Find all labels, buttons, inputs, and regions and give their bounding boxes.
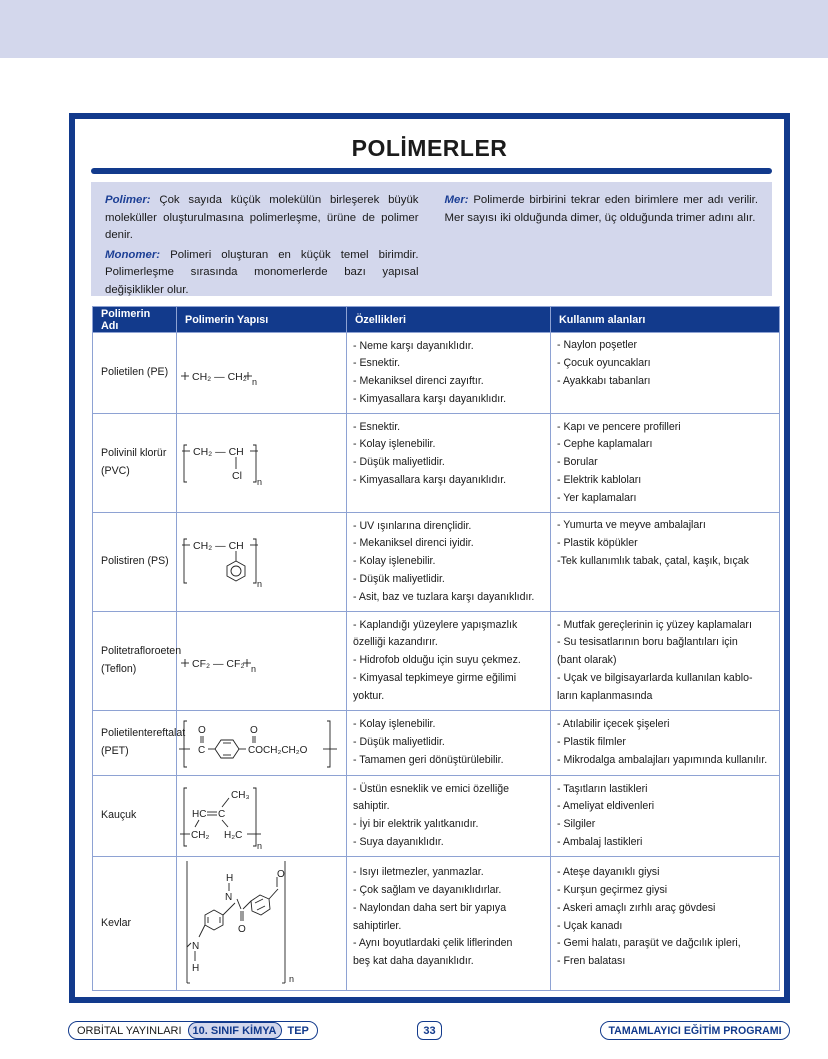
pe-formula: CH₂ — CH₂ — [192, 371, 247, 383]
list-item: - Kolay işlenebilir. — [353, 555, 436, 568]
list-item: - Kimyasallara karşı dayanıklıdır. — [353, 392, 507, 405]
list-item: - Düşük maliyetlidir. — [353, 736, 445, 749]
polymer-structure-ps — [177, 513, 347, 612]
list-item: - Askeri amaçlı zırhlı araç gövdesi — [557, 901, 716, 914]
polimer-definition — [105, 192, 419, 245]
list-item: - Naylondan daha sert bir yapıya — [353, 901, 507, 914]
monomer-definition — [105, 247, 419, 300]
subscript-n: n — [252, 377, 258, 387]
list-item: - Esnektir. — [353, 420, 401, 433]
list-item: - Hidrofob olduğu için suyu çekmez. — [353, 654, 521, 667]
list-item: sahiptirler. — [353, 919, 402, 932]
polymer-properties — [347, 711, 551, 776]
mer-definition — [445, 192, 759, 227]
header-name: Polimerin Adı — [93, 307, 177, 333]
list-item: - Mikrodalga ambalajları yapımında kullanılır. — [557, 753, 768, 766]
pet-carbon: C — [198, 745, 206, 756]
list-item: - Çok sağlam ve dayanıklıdırlar. — [353, 884, 502, 897]
polymer-name: Politetrafloroeten (Teflon) — [93, 612, 177, 711]
polymer-properties — [347, 612, 551, 711]
polymer-name: Kevlar — [93, 857, 177, 991]
kevlar-n: N — [225, 892, 233, 903]
title-rule — [91, 168, 772, 174]
list-item: ların kaplanmasında — [557, 689, 653, 702]
kaucuk-ch3: CH₃ — [231, 790, 250, 801]
list-item: beş kat daha dayanıklıdır. — [353, 954, 474, 967]
list-item: - Ayakkabı tabanları — [557, 374, 651, 387]
list-item: - Düşük maliyetlidir. — [353, 456, 445, 468]
kevlar-nh-n: N — [192, 941, 200, 952]
list-item: - Kimyasallara karşı dayanıklıdır. — [353, 473, 507, 486]
list-item: - Fren balatası — [557, 954, 626, 967]
polymer-structure-teflon — [177, 612, 347, 711]
list-item: yoktur. — [353, 689, 385, 702]
polymer-name: Polietilen (PE) — [93, 333, 177, 414]
list-item: - İyi bir elektrik yalıtkanıdır. — [353, 818, 479, 830]
list-item: - Elektrik kabloları — [557, 473, 642, 486]
pet-oxygen-1: O — [198, 725, 206, 736]
kaucuk-hc: HC — [192, 809, 207, 820]
page-title: POLİMERLER — [351, 135, 508, 161]
polymer-name: Polistiren (PS) — [93, 513, 177, 612]
list-item: - Yer kaplamaları — [557, 491, 637, 504]
kaucuk-ch2-left: CH₂ — [191, 830, 210, 841]
polymer-structure-kaucuk — [177, 776, 347, 857]
list-item: - Ambalaj lastikleri — [557, 835, 643, 848]
list-item: - UV ışınlarına dirençlidir. — [353, 519, 472, 532]
grade-label: 10. SINIF KİMYA — [188, 1022, 282, 1039]
polymer-structure-pet — [177, 711, 347, 776]
kevlar-oxygen-top: O — [277, 869, 285, 880]
list-item: - Kolay işlenebilir. — [353, 718, 436, 731]
table-row — [93, 612, 780, 711]
polymer-uses — [551, 612, 780, 711]
kevlar-nh-h: H — [192, 963, 200, 974]
list-item: -Tek kullanımlık tabak, çatal, kaşık, bıçak — [557, 554, 749, 567]
list-item: - Mutfak gereçlerinin iç yüzey kaplamaları — [557, 618, 752, 631]
table-row — [93, 711, 780, 776]
pvc-chlorine: Cl — [232, 470, 242, 482]
list-item: - Uçak kanadı — [557, 919, 623, 932]
page-footer — [0, 1021, 828, 1041]
teflon-formula: CF₂ — CF₂ — [192, 658, 245, 670]
polymer-properties — [347, 776, 551, 857]
list-item: özelliği kazandırır. — [353, 636, 438, 649]
polymer-uses — [551, 711, 780, 776]
list-item: - Mekaniksel direnci zayıftır. — [353, 375, 484, 387]
definitions-box — [91, 182, 772, 296]
list-item: - Gemi halatı, paraşüt ve dağcılık ipleri, — [557, 937, 741, 950]
list-item: - Atılabilir içecek şişeleri — [557, 718, 670, 731]
list-item: - Plastik filmler — [557, 736, 626, 749]
mer-text: Polimerde birbirini tekrar eden birimlere mer adı verilir. Mer sayısı iki olduğunda dimer, üç olduğunda trimer adını alır. — [444, 194, 758, 224]
list-item: - Düşük maliyetlidir. — [353, 572, 445, 585]
table-header-row — [93, 307, 780, 333]
polymer-structure-pvc — [177, 414, 347, 513]
polimer-text: Çok sayıda küçük molekülün birleşerek büyük moleküller oluşturulmasına polimerleşme, ürüne de polimer denir. — [105, 194, 419, 241]
polymer-uses — [551, 333, 780, 414]
kaucuk-c: C — [218, 809, 226, 820]
list-item: (bant olarak) — [557, 654, 617, 667]
polymer-properties — [347, 333, 551, 414]
list-item: - Kimyasal tepkimeye girme eğilimi — [353, 671, 517, 684]
list-item: - Aynı boyutlardaki çelik liflerinden — [353, 937, 513, 950]
monomer-term: Monomer: — [105, 248, 161, 261]
list-item: - Suya dayanıklıdır. — [353, 835, 444, 848]
list-item: - Üstün esneklik ve emici özelliğe — [353, 782, 510, 795]
list-item: - Kaplandığı yüzeylere yapışmazlık — [353, 618, 518, 631]
list-item: - Isıyı iletmezler, yanmazlar. — [353, 866, 484, 879]
polymer-uses — [551, 857, 780, 991]
publisher-name: ORBİTAL YAYINLARI — [77, 1024, 182, 1037]
pet-formula: COCH₂CH₂O — [248, 745, 308, 756]
list-item: - Kolay işlenebilir. — [353, 438, 436, 451]
subscript-n: n — [251, 664, 257, 674]
polymer-structure-kevlar — [177, 857, 347, 991]
polymer-name: Polivinil klorür (PVC) — [93, 414, 177, 513]
list-item: - Ateşe dayanıklı giysi — [557, 866, 660, 879]
list-item: - Neme karşı dayanıklıdır. — [353, 339, 474, 352]
polymer-structure-pe — [177, 333, 347, 414]
top-band — [0, 0, 828, 58]
subscript-n: n — [289, 974, 295, 984]
list-item: - Plastik köpükler — [557, 537, 638, 550]
polymer-name: Kauçuk — [93, 776, 177, 857]
list-item: - Esnektir. — [353, 357, 401, 370]
kaucuk-ch2-right: H₂C — [224, 830, 243, 841]
definitions-left — [105, 192, 419, 296]
table-row — [93, 414, 780, 513]
list-item: - Uçak ve bilgisayarlarda kullanılan kablo- — [557, 671, 753, 684]
header-structure: Polimerin Yapısı — [177, 307, 347, 333]
list-item: - Yumurta ve meyve ambalajları — [557, 519, 706, 532]
polymer-properties — [347, 414, 551, 513]
header-properties: Özellikleri — [347, 307, 551, 333]
polimer-term: Polimer: — [105, 194, 151, 206]
kevlar-oxygen: O — [238, 924, 246, 935]
list-item: - Silgiler — [557, 818, 596, 830]
polymer-properties — [347, 513, 551, 612]
list-item: - Kurşun geçirmez giysi — [557, 884, 668, 897]
table-row — [93, 513, 780, 612]
table-row — [93, 333, 780, 414]
polymer-properties — [347, 857, 551, 991]
table-row — [93, 857, 780, 991]
list-item: - Borular — [557, 456, 598, 469]
list-item: - Taşıtların lastikleri — [557, 782, 648, 795]
list-item: - Ameliyat eldivenleri — [557, 800, 655, 813]
subscript-n: n — [257, 841, 263, 851]
mer-term: Mer: — [444, 194, 469, 206]
subscript-n: n — [257, 477, 263, 487]
tep-label: TEP — [287, 1024, 309, 1037]
pvc-formula: CH₂ — CH — [193, 446, 244, 458]
list-item: sahiptir. — [353, 800, 390, 813]
list-item: - Su tesisatlarının boru bağlantıları için — [557, 636, 738, 649]
list-item: - Kapı ve pencere profilleri — [557, 420, 681, 433]
monomer-text: Polimeri oluşturan en küçük temel birimdir. Polimerleşme sırasında monomerlerde bazı yapısal değişiklikler olur. — [105, 248, 419, 296]
list-item: - Mekaniksel direnci iyidir. — [353, 537, 474, 550]
list-item: - Tamamen geri dönüştürülebilir. — [353, 753, 504, 766]
pet-oxygen-2: O — [250, 725, 258, 736]
table-row — [93, 776, 780, 857]
subscript-n: n — [257, 579, 263, 589]
polymer-table — [92, 306, 780, 991]
list-item: - Çocuk oyuncakları — [557, 357, 651, 370]
list-item: - Naylon poşetler — [557, 339, 638, 352]
polymer-name: Polietilentereftalat (PET) — [93, 711, 177, 776]
polymer-uses — [551, 776, 780, 857]
kevlar-h: H — [226, 873, 234, 884]
program-label: TAMAMLAYICI EĞİTİM PROGRAMI — [600, 1021, 790, 1040]
polymer-uses — [551, 414, 780, 513]
list-item: - Asit, baz ve tuzlara karşı dayanıklıdır. — [353, 590, 535, 603]
content-frame — [69, 113, 790, 1003]
header-uses: Kullanım alanları — [551, 307, 780, 333]
polymer-uses — [551, 513, 780, 612]
definitions-right — [445, 192, 759, 296]
publisher-badge — [68, 1021, 318, 1040]
ps-formula: CH₂ — CH — [193, 540, 244, 552]
page-number: 33 — [417, 1021, 442, 1040]
list-item: - Cephe kaplamaları — [557, 438, 653, 451]
